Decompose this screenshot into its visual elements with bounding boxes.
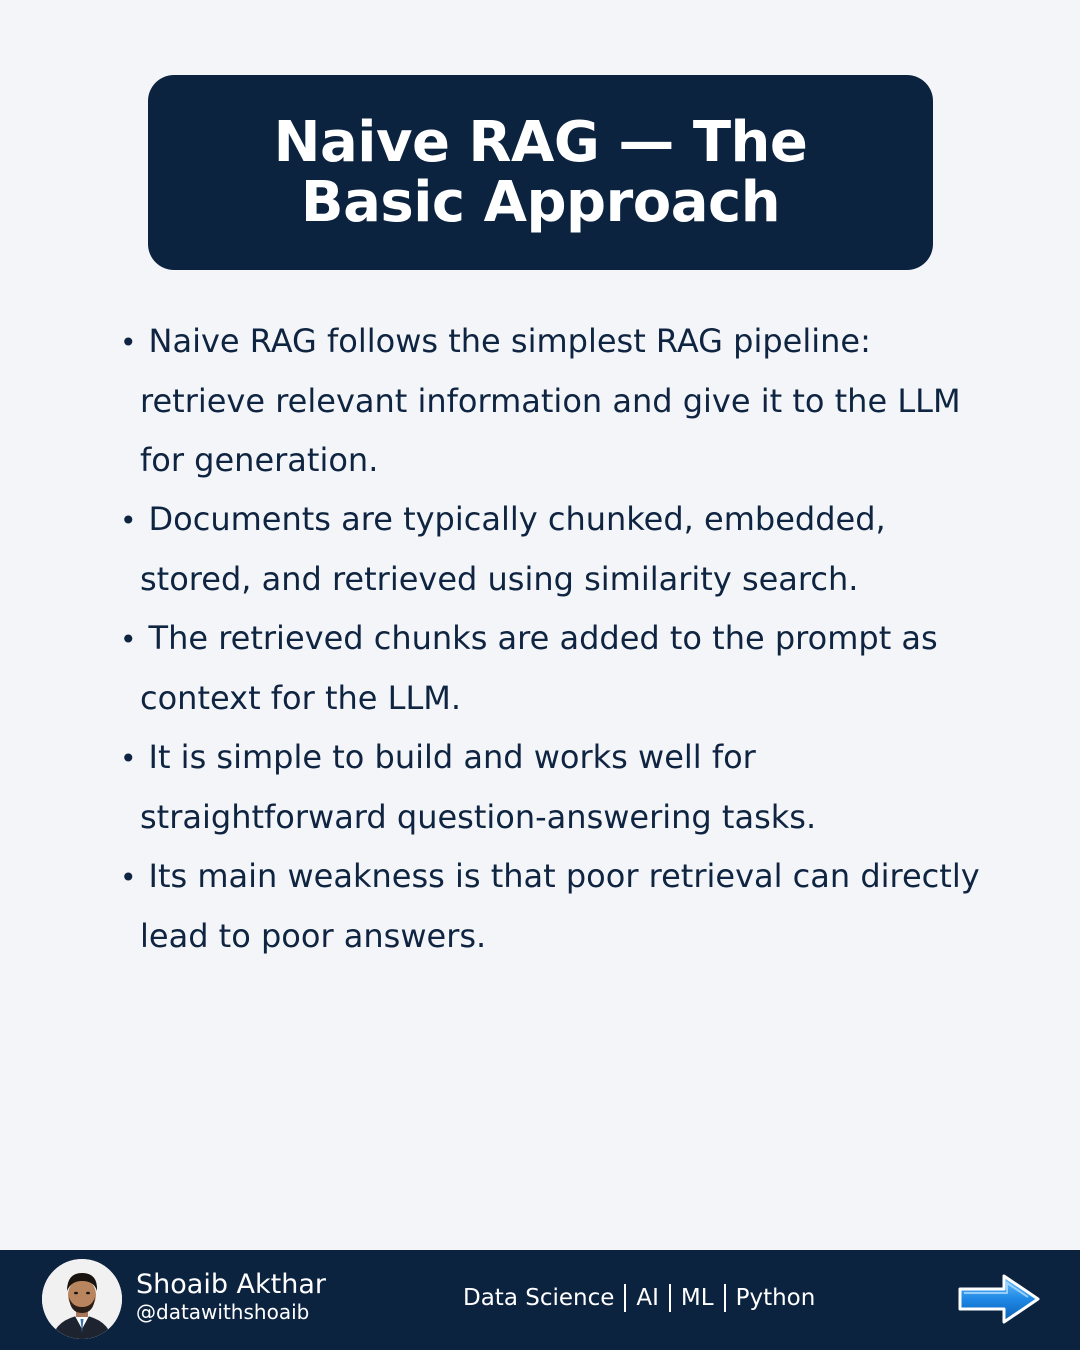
tag-ml: ML bbox=[680, 1285, 714, 1311]
bullet-list bbox=[120, 312, 980, 966]
author-handle: @datawithshoaib bbox=[136, 1300, 310, 1324]
title-card bbox=[148, 75, 933, 270]
topic-tags bbox=[463, 1282, 815, 1314]
bullet-text: It is simple to build and works well for straightforward question-answering tasks. bbox=[140, 738, 817, 836]
tag-divider bbox=[724, 1284, 726, 1312]
author-name: Shoaib Akthar bbox=[136, 1269, 326, 1300]
right-arrow-icon bbox=[956, 1272, 1042, 1326]
tag-data-science: Data Science bbox=[463, 1285, 615, 1311]
bullet-text: The retrieved chunks are added to the prompt as context for the LLM. bbox=[140, 619, 938, 717]
bullet-text: Documents are typically chunked, embedded, stored, and retrieved using similarity search. bbox=[140, 500, 886, 598]
page-title: Naive RAG — The Basic Approach bbox=[273, 109, 808, 235]
avatar bbox=[42, 1259, 122, 1339]
bullet-text: Naive RAG follows the simplest RAG pipeline: retrieve relevant information and give it to the LLM for generation. bbox=[140, 322, 961, 479]
tag-python: Python bbox=[735, 1285, 816, 1311]
tag-ai: AI bbox=[636, 1285, 659, 1311]
list-item bbox=[120, 847, 980, 966]
next-slide-button[interactable] bbox=[956, 1272, 1042, 1326]
tag-divider bbox=[669, 1284, 671, 1312]
list-item bbox=[120, 490, 980, 609]
list-item bbox=[120, 728, 980, 847]
bullet-dot-icon: • bbox=[120, 742, 137, 775]
tag-divider bbox=[624, 1284, 626, 1312]
footer-bar bbox=[0, 1250, 1080, 1350]
bullet-dot-icon: • bbox=[120, 623, 137, 656]
bullet-dot-icon: • bbox=[120, 504, 137, 537]
bullet-dot-icon: • bbox=[120, 326, 137, 359]
avatar-portrait-icon bbox=[42, 1259, 122, 1339]
bullet-text: Its main weakness is that poor retrieval can directly lead to poor answers. bbox=[140, 857, 980, 955]
list-item bbox=[120, 609, 980, 728]
list-item bbox=[120, 312, 980, 490]
bullet-dot-icon: • bbox=[120, 861, 137, 894]
